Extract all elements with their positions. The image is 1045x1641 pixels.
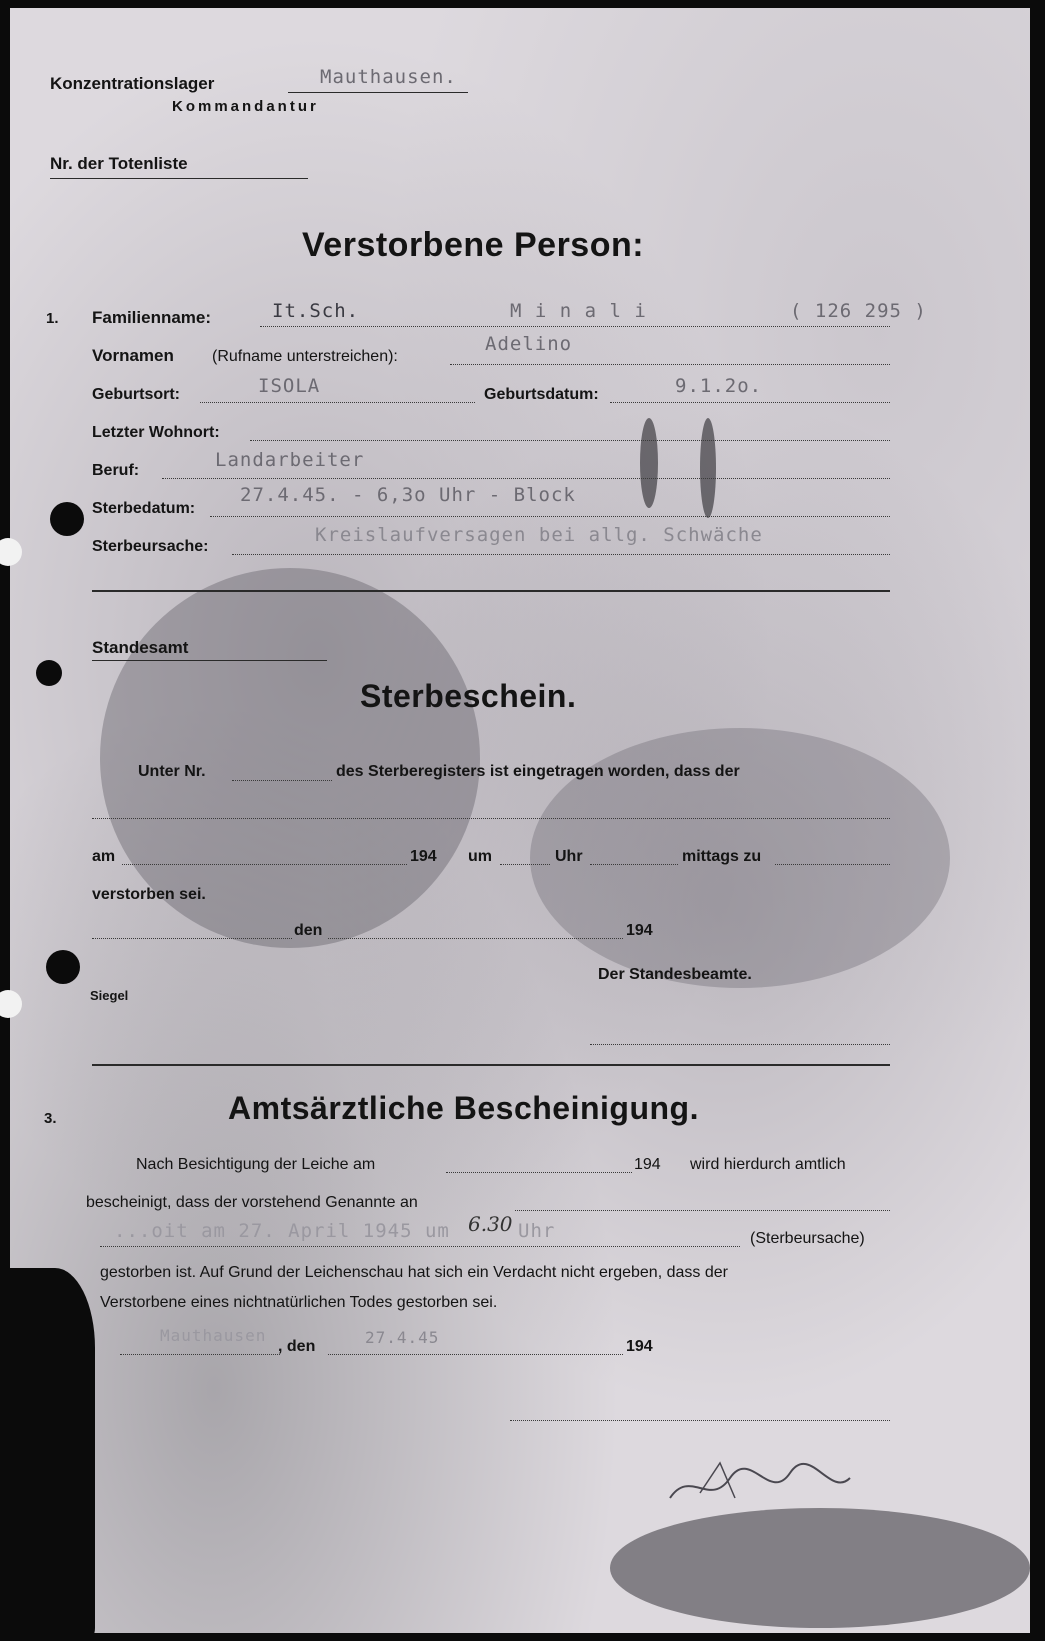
- birthdate-label: Geburtsdatum:: [484, 386, 599, 403]
- section2-divider: [92, 1064, 890, 1066]
- registry-line: [92, 660, 327, 661]
- stain-mark: [640, 418, 658, 508]
- doctor-signature-line: [510, 1420, 890, 1421]
- cause-detail-value: ...oit am 27. April 1945 um: [114, 1220, 450, 1242]
- section1-divider: [92, 590, 890, 592]
- register-text-b: des Sterberegisters ist eingetragen worden, dass der: [336, 763, 740, 780]
- mittags-label: mittags zu: [682, 848, 762, 865]
- mittags-line: [590, 864, 678, 865]
- cause-line: [232, 554, 890, 555]
- verstorben-label: verstorben sei.: [92, 886, 206, 903]
- seal-label: Siegel: [90, 988, 129, 1003]
- office-label: Kommandantur: [172, 98, 319, 115]
- time-um: um: [468, 848, 492, 865]
- cause-value: Kreislaufversagen bei allg. Schwäche: [315, 524, 763, 546]
- deathdate-value: 27.4.45. - 6,3o Uhr - Block: [240, 484, 576, 506]
- birthdate-line: [610, 402, 890, 403]
- firstname-line: [450, 364, 890, 365]
- date-am: am: [92, 848, 116, 865]
- cert-date-line: [328, 1354, 623, 1355]
- certify-line: [515, 1210, 890, 1211]
- stain-mark: [700, 418, 716, 518]
- surname-line: [260, 326, 890, 327]
- profession-label: Beruf:: [92, 462, 140, 479]
- result-text: gestorben ist. Auf Grund der Leichenschau hat sich ein Verdacht nicht ergeben, dass der: [100, 1264, 728, 1281]
- cause-detail-label: (Sterbeursache): [750, 1230, 865, 1247]
- date-line: [122, 864, 407, 865]
- firstname-label: Vornamen: [92, 346, 174, 365]
- birthplace-value: ISOLA: [258, 375, 321, 397]
- camp-name: Mauthausen.: [320, 66, 457, 88]
- register-text-a: Unter Nr.: [138, 763, 206, 780]
- inspection-text-a: Nach Besichtigung der Leiche am: [136, 1156, 376, 1173]
- cause-detail-time: 6.30: [468, 1212, 513, 1236]
- place-value-line: [120, 1354, 280, 1355]
- cert-date-value: 27.4.45: [365, 1328, 440, 1347]
- burn-damage: [10, 1268, 95, 1633]
- residence-line: [250, 440, 890, 441]
- surname-value: M i n a l i: [510, 300, 647, 322]
- birthplace-line: [200, 402, 475, 403]
- deathdate-label: Sterbedatum:: [92, 500, 196, 517]
- birthplace-label: Geburtsort:: [92, 386, 180, 403]
- register-number-line: [232, 780, 332, 781]
- profession-value: Landarbeiter: [215, 449, 365, 471]
- cause-label: Sterbeursache:: [92, 538, 209, 555]
- firstname-hint: (Rufname unterstreichen):: [212, 348, 398, 365]
- place-date-line: [92, 938, 292, 939]
- cause-detail-line: [100, 1246, 740, 1247]
- date-den-194: 194: [626, 922, 653, 939]
- inspection-date-line: [446, 1172, 632, 1173]
- section3-title: Amtsärztliche Bescheinigung.: [228, 1090, 699, 1126]
- inspection-194: 194: [634, 1156, 661, 1173]
- surname-prefix: It.Sch.: [272, 300, 360, 322]
- death-list-line: [50, 178, 308, 179]
- punch-hole: [46, 950, 80, 984]
- date-194: 194: [410, 848, 437, 865]
- cert-date-den: , den: [278, 1338, 316, 1355]
- unnatural-text: Verstorbene eines nichtnatürlichen Todes gestorben sei.: [100, 1294, 498, 1311]
- surname-label: Familienname:: [92, 308, 212, 327]
- register-name-line: [92, 818, 890, 819]
- birthdate-value: 9.1.2o.: [675, 375, 763, 397]
- camp-name-line: [288, 92, 468, 93]
- section2-title: Sterbeschein.: [360, 678, 577, 714]
- official-label: Der Standesbeamte.: [598, 966, 752, 983]
- punch-hole: [36, 660, 62, 686]
- section3-number: 3.: [44, 1110, 57, 1127]
- inspection-text-b: wird hierdurch amtlich: [690, 1156, 846, 1173]
- place-line: [775, 864, 890, 865]
- time-line: [500, 864, 550, 865]
- date-den-line: [328, 938, 623, 939]
- cause-detail-uhr: Uhr: [518, 1220, 556, 1242]
- time-uhr: Uhr: [555, 848, 583, 865]
- residence-label: Letzter Wohnort:: [92, 424, 220, 441]
- profession-line: [162, 478, 890, 479]
- stain-mark: [610, 1508, 1030, 1628]
- firstname-value: Adelino: [485, 333, 573, 355]
- camp-label: Konzentrationslager: [50, 74, 215, 93]
- document-page: [10, 8, 1030, 1633]
- official-signature-line: [590, 1044, 890, 1045]
- certify-text: bescheinigt, dass der vorstehend Genannte an: [86, 1194, 418, 1211]
- date-den: den: [294, 922, 323, 939]
- punch-hole: [50, 502, 84, 536]
- section1-title: Verstorbene Person:: [302, 226, 645, 264]
- death-list-label: Nr. der Totenliste: [50, 154, 188, 173]
- cert-date-194: 194: [626, 1338, 653, 1355]
- section1-number: 1.: [46, 310, 59, 327]
- place-value: Mauthausen: [160, 1326, 267, 1345]
- deathdate-line: [210, 516, 890, 517]
- prisoner-number: ( 126 295 ): [790, 300, 927, 322]
- registry-label: Standesamt: [92, 638, 189, 657]
